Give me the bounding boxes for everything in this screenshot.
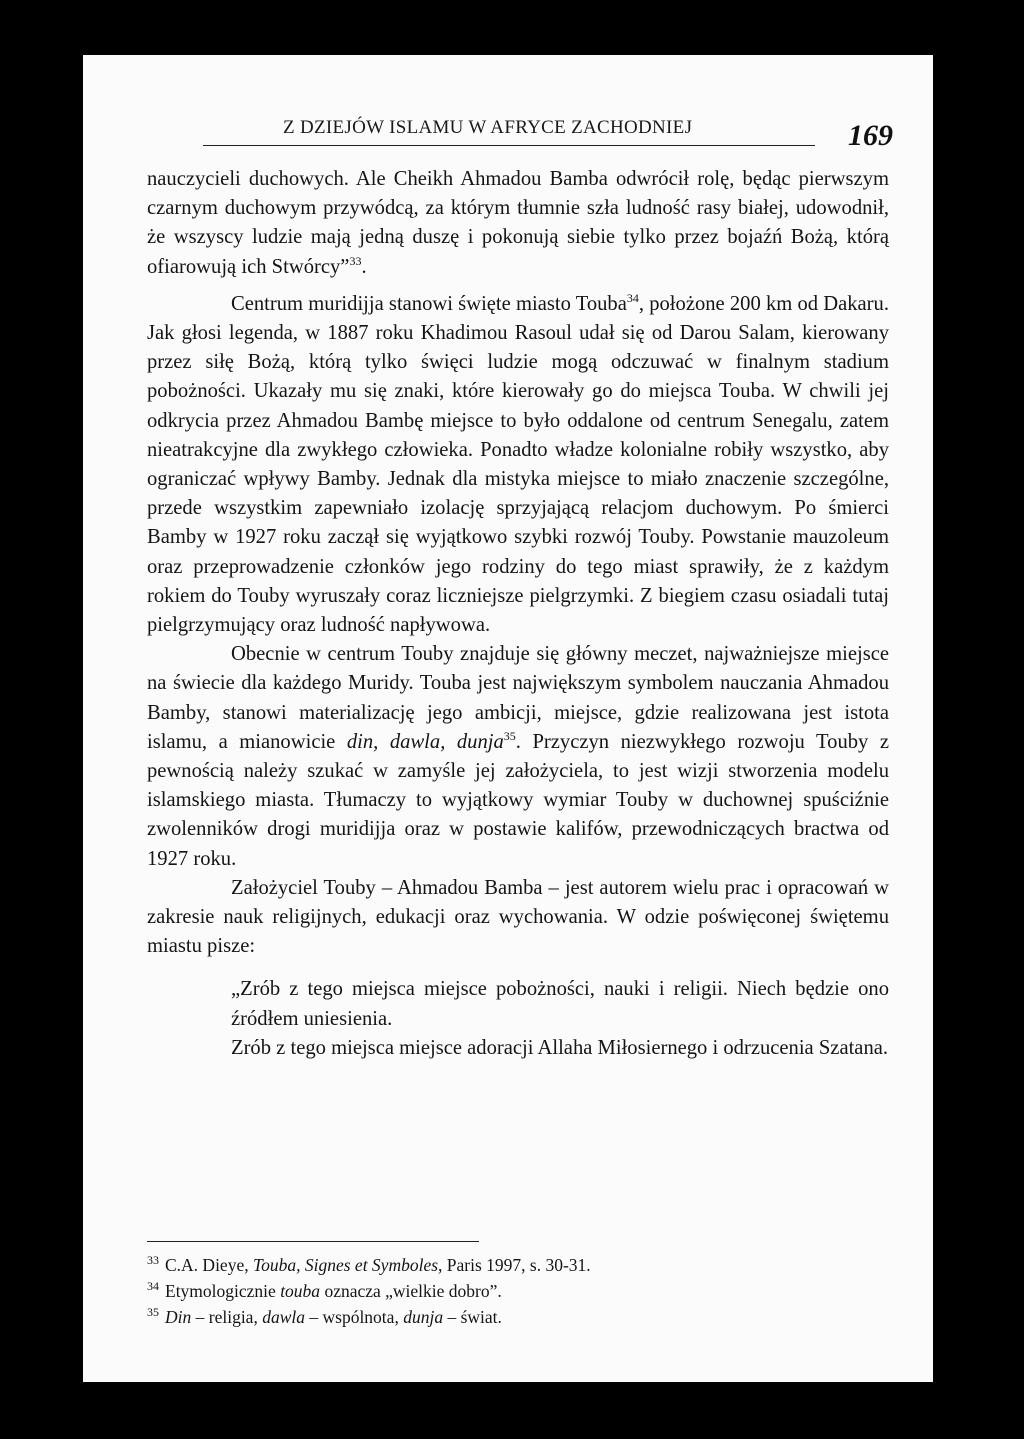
paragraph-4: Założyciel Touby – Ahmadou Bamba – jest autorem wielu prac i opracowań w zakresie nauk religijnych, edukacji oraz wychowania. W odzie poświęconej świętemu miastu pisze: [147, 876, 889, 958]
footnote-33: $^{33}$ C.A. Dieye, Touba, Signes et Symboles, Paris 1997, s. 30-31. [147, 1253, 591, 1275]
quote-line-1: „Zrób z tego miejsca miejsce pobożności, nauki i religii. Niech będzie ono źródłem uniesienia. [231, 978, 889, 1030]
paragraph-3: Obecnie w centrum Touby znajduje się główny meczet, najważniejsze miejsce na świecie dla każdego Muridy. Touba jest największym symbolem nauczania Ahmadou Bamby, stanowi materializację jego ambicji, miejsce, gdzie realizowana jest istota islamu, a mianowicie din, dawla, dunja$^{35}$. Przyczyn niezwykłego rozwoju Touby z pewnością należy szukać w zamyśle jej założyciela, to jest wizji stworzenia modelu islamskiego miasta. Tłumaczy to wyjątkowy wymiar Touby w duchownej spuściźnie zwolenników drogi muridijja oraz w postawie kalifów, przewodniczących bractwa od 1927 roku. [147, 643, 890, 870]
footnote-35: $^{35}$ Din – religia, dawla – wspólnota, dunja – świat. [147, 1305, 502, 1327]
footnote-rule [147, 1241, 479, 1242]
page-number: 169 [848, 119, 893, 152]
footnote-ref-34: 34 [626, 290, 639, 305]
paragraph-2: Centrum muridijja stanowi święte miasto Touba$^{34}$, położone 200 km od Dakaru. Jak głosi legenda, w 1887 roku Khadimou Rasoul udał się od Darou Salam, kierowany przez siłę Bożą, którą tylko święci ludzie mogą odczuwać w finalnym stadium pobożności. Ukazały mu się znaki, które kierowały go do miejsca Touba. W chwili jej odkrycia przez Ahmadou Bambę miejsce to było oddalone od centrum Senegalu, zatem nieatrakcyjne dla zwykłego człowieka. Ponadto władze kolonialne robiły wszystko, aby ograniczać wpływy Bamby. Jednak dla mistyka miejsce to miało znaczenie szczególne, przede wszystkim zapewniało izolację sprzyjającą relacjom duchowym. Po śmierci Bamby w 1927 roku zaczął się wyjątkowo szybki rozwój Touby. Powstanie mauzoleum oraz przeprowadzenie członków jego rodziny do tego miast sprawiły, że z każdym rokiem do Touby wyruszały coraz liczniejsze pielgrzymki. Z biegiem czasu osiadali tutaj pielgrzymujący oraz ludność napływowa. [147, 290, 889, 637]
italic-terms: din, dawla, dunja [346, 730, 504, 753]
footnote-34: $^{34}$ Etymologicznie touba oznacza „wielkie dobro”. [147, 1279, 502, 1301]
body-text [147, 165, 889, 1063]
book-page [83, 55, 933, 1382]
running-title: Z DZIEJÓW ISLAMU W AFRYCE ZACHODNIEJ [283, 117, 693, 138]
page-header [203, 115, 893, 155]
footnotes [147, 1252, 889, 1330]
footnote-ref-35: 35 [503, 729, 516, 743]
quote-line-2: Zrób z tego miejsca miejsce adoracji Allaha Miłosiernego i odrzucenia Szatana. [231, 1036, 889, 1059]
paragraph-1: nauczycieli duchowych. Ale Cheikh Ahmadou Bamba odwrócił rolę, będąc pierwszym czarnym duchowym przywódcą, za którym tłumnie szła ludność rasy białej, udowodnił, że wszyscy ludzie mają jedną duszę i pokonują siebie tylko przez bojaźń Bożą, którą ofiarowują ich Stwórcy”$^{33}$. [147, 168, 889, 278]
header-rule [203, 145, 815, 146]
footnote-ref-33: 33 [349, 253, 362, 268]
